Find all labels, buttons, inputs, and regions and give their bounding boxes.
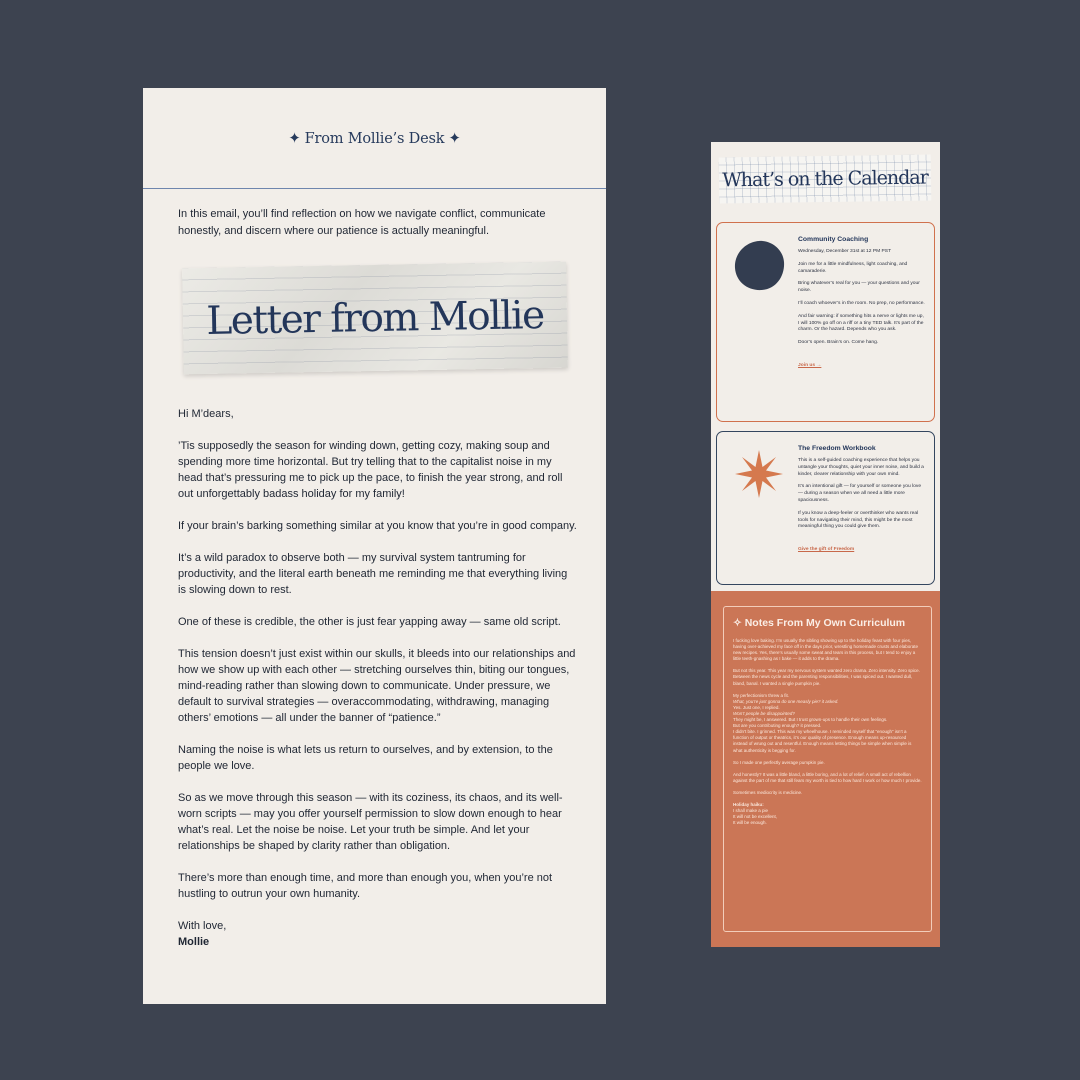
event-community-coaching bbox=[716, 222, 935, 422]
dialogue-line: Won’t people be disappointed? bbox=[733, 710, 795, 716]
haiku-line: It will not be excellent, bbox=[733, 814, 778, 820]
dialogue-line: Yes. Just one, I replied. bbox=[733, 704, 780, 710]
notes-body bbox=[733, 638, 922, 826]
haiku-title: Holiday haiku: bbox=[733, 801, 764, 807]
dialogue-line: What, you’re just gonna do one measly pie? it asked. bbox=[733, 698, 839, 704]
haiku bbox=[733, 802, 922, 826]
event-line: Bring whatever’s real for you — your questions and your noise. bbox=[798, 281, 920, 294]
greeting: Hi M’dears, bbox=[178, 408, 234, 420]
event-freedom-workbook bbox=[716, 431, 935, 585]
letter-paragraph: This tension doesn’t just exist within our skulls, it bleeds into our relationships and how we show up with each other — stretching ourselves thin, biting our tongues, mind-reading rather than slowing down to communicate. Under pressure, we default to survival strategies — overaccommodating, withdrawing, managing others’ emotions — all under the banner of “patience.” bbox=[178, 648, 576, 724]
letter-header-title: ✦ From Mollie’s Desk ✦ bbox=[288, 129, 461, 147]
event-line: This is a self-guided coaching experience that helps you untangle your thoughts, quiet your inner noise, and build a kinder, clearer relationship with your own mind. bbox=[798, 458, 924, 477]
letter-paragraph: One of these is credible, the other is just fear yapping away — same old script. bbox=[178, 616, 561, 628]
dialogue-line: My perfectionism threw a fit. bbox=[733, 692, 790, 698]
notes-dialogue bbox=[733, 693, 922, 754]
event-title: Community Coaching bbox=[798, 236, 869, 243]
letter-paragraph: If your brain’s barking something similar at you know that you’re in good company. bbox=[178, 520, 577, 532]
starburst-icon bbox=[731, 446, 787, 502]
event-line: It’s an intentional gift — for yourself or someone you love — during a season when we all need a little more spaciousness. bbox=[798, 484, 922, 503]
dialogue-line: But are you contributing enough? it pressed. bbox=[733, 723, 822, 729]
notes-paragraph: So I made one perfectly average pumpkin pie. bbox=[733, 759, 825, 765]
sparkle-icon: ✦ bbox=[448, 129, 461, 147]
calendar-header bbox=[719, 155, 932, 204]
signoff: With love, bbox=[178, 920, 227, 932]
notes-title: ✧ Notes From My Own Curriculum bbox=[733, 617, 906, 629]
dialogue-line: I didn’t bite. I grinned. This was my wheelhouse. I reminded myself that “enough” isn’t a function of output or theatrics, it’s our quality of presence. Enough means up-resourced instead of wrung out and resentful. Enough means letting things be simple when simple is what authenticity is begging for. bbox=[733, 729, 912, 753]
letter-card bbox=[143, 88, 606, 1004]
event-text bbox=[798, 236, 926, 371]
sparkle-icon: ✦ bbox=[288, 129, 301, 147]
banner-title: Letter from Mollie bbox=[205, 292, 545, 344]
haiku-line: I shall make a pie bbox=[733, 808, 769, 814]
letter-body bbox=[178, 406, 578, 966]
event-line: Wednesday, December 31st at 12 PM PST bbox=[798, 249, 892, 254]
calendar-card bbox=[711, 142, 940, 947]
letter-paragraph: So as we move through this season — with its coziness, its chaos, and its well-worn scripts — may you offer yourself permission to slow down enough to hear what’s real. Let the noise be noise. Let your truth be simple. And let your relationships be shaped by clarity rather than obligation. bbox=[178, 792, 563, 852]
event-line: Join me for a little mindfulness, light coaching, and camaraderie. bbox=[798, 261, 908, 274]
letter-header bbox=[143, 88, 606, 189]
dialogue-line: They might be, I answered. But I trust grown-ups to handle their own feelings. bbox=[733, 717, 888, 723]
notes-paragraph: Sometimes mediocrity is medicine. bbox=[733, 789, 803, 795]
signature: Mollie bbox=[178, 936, 210, 948]
notes-paragraph: But not this year. This year my nervous system wanted zero drama. Zero intensity. Zero spice. Between the news cycle and the parenting responsibilities, I was spiced out. I wanted dull, bland, banal. I wanted a single pumpkin pie. bbox=[733, 668, 920, 686]
event-line: Door’s open. Brain’s on. Come hang. bbox=[798, 340, 879, 346]
notes-box bbox=[723, 606, 932, 932]
letter-paragraph: There’s more than enough time, and more than enough you, when you’re not hustling to outrun your own humanity. bbox=[178, 872, 553, 900]
calendar-title: What’s on the Calendar bbox=[722, 166, 928, 192]
event-title: The Freedom Workbook bbox=[798, 445, 876, 452]
letter-paragraph: Naming the noise is what lets us return to ourselves, and by extension, to the people we love. bbox=[178, 744, 553, 772]
letter-banner bbox=[182, 262, 568, 375]
notes-paragraph: I fucking love baking. I’m usually the sibling showing up to the holiday feast with four pies, having over-achieved my face off in the days prior, wrestling homemade crusts and elaborate new recipes. Yes, there’s usually some sweat and tears in this process, but I tend to enjoy a little teeth-gnashing as I bake — it adds to the drama. bbox=[733, 638, 919, 662]
event-line: And fair warning: if something hits a nerve or lights me up, I will 100% go off on a riff or a tiny TED talk. It’s part of the charm. Or the hazard. Depends who you ask. bbox=[798, 313, 924, 333]
blob-icon bbox=[731, 237, 787, 293]
event-line: If you know a deep-feeler or overthinker who wants real tools for navigating their mind, this might be the most meaningful thing you could give them. bbox=[798, 510, 919, 530]
intro-text: In this email, you’ll find reflection on how we navigate conflict, communicate honestly, and discern where our patience is actually meaningful. bbox=[178, 208, 546, 237]
haiku-line: It will be enough. bbox=[733, 820, 767, 826]
letter-paragraph: It’s a wild paradox to observe both — my survival system tantruming for productivity, and the literal earth beneath me reminding me that everything living is slowing down to rest. bbox=[178, 552, 568, 596]
event-text bbox=[798, 445, 926, 555]
notes-section bbox=[711, 591, 940, 947]
notes-paragraph: And honestly? It was a little bland, a little boring, and a lot of relief. A small act of rebellion against the part of me that still fears my worth is tied to how hard I work or how much I provide. bbox=[733, 771, 922, 783]
event-line: I’ll coach whoever’s in the room. No prep, no performance. bbox=[798, 300, 925, 306]
gift-freedom-link[interactable]: Give the gift of Freedom bbox=[798, 547, 855, 553]
letter-paragraph: ’Tis supposedly the season for winding down, getting cozy, making soup and spending more time horizontal. But try telling that to the capitalist noise in my head that’s pressuring me to pick up the pace, to finish the year strong, and roll out unforgettably badass holiday for my family! bbox=[178, 440, 563, 500]
join-us-link[interactable]: Join us → bbox=[798, 362, 822, 368]
